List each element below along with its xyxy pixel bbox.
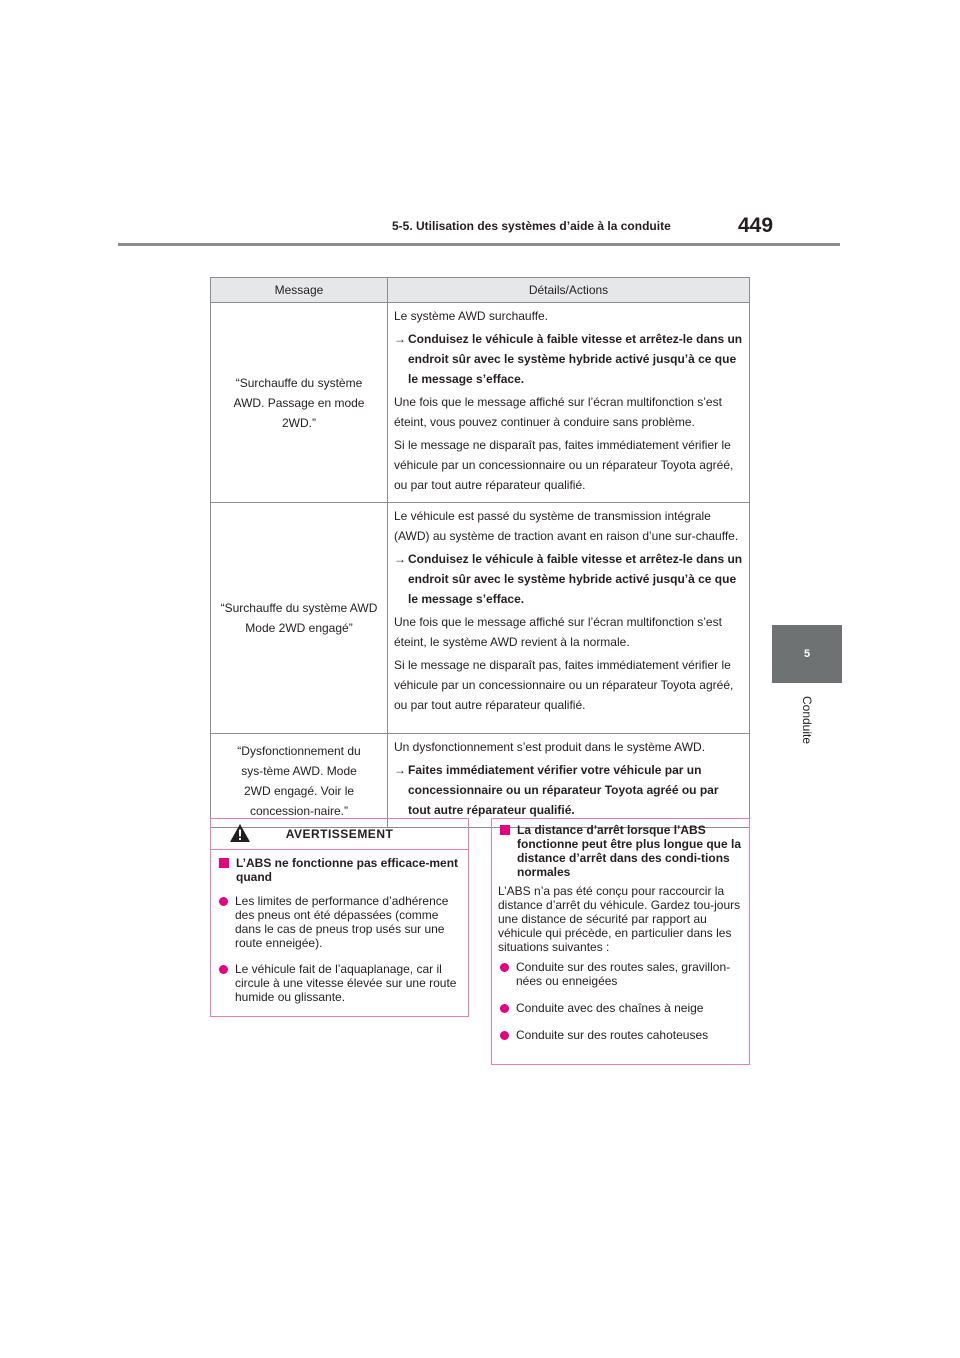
action-instruction bbox=[394, 760, 743, 820]
list-item bbox=[498, 1001, 743, 1015]
bullet-icon bbox=[500, 963, 509, 972]
bullet-icon bbox=[500, 1004, 509, 1013]
arrow-icon: → bbox=[394, 763, 406, 777]
list-item-text: Conduite sur des routes sales, gravillon-nées ou enneigées bbox=[516, 960, 731, 988]
abs-info-box bbox=[491, 818, 750, 1065]
abs-heading bbox=[498, 823, 743, 879]
page-number: 449 bbox=[738, 214, 774, 237]
table-row bbox=[211, 503, 750, 734]
message-cell: “Dysfonctionnement du sys-tème AWD. Mode 2WD engagé. Voir le concession-naire.” bbox=[211, 734, 388, 828]
warning-triangle-icon bbox=[229, 823, 251, 843]
details-text: Une fois que le message affiché sur l’écran multifonction s’est éteint, vous pouvez continuer à conduire sans problème. bbox=[394, 395, 722, 429]
details-cell bbox=[388, 503, 750, 734]
details-text: Si le message ne disparaît pas, faites immédiatement vérifier le véhicule par un concessionnaire ou un réparateur Toyota agréé, ou par tout autre réparateur qualifié. bbox=[394, 658, 734, 712]
details-text: Si le message ne disparaît pas, faites immédiatement vérifier le véhicule par un concessionnaire ou un réparateur Toyota agréé, ou par tout autre réparateur qualifié. bbox=[394, 438, 734, 492]
message-cell: “Surchauffe du système AWD. Passage en mode 2WD.” bbox=[211, 303, 388, 503]
details-cell bbox=[388, 303, 750, 503]
warning-header bbox=[211, 819, 468, 850]
arrow-icon: → bbox=[394, 332, 406, 346]
list-item-text: Conduite avec des chaînes à neige bbox=[516, 1001, 704, 1015]
details-cell bbox=[388, 734, 750, 828]
chapter-label: Conduite bbox=[800, 695, 814, 745]
list-item bbox=[498, 960, 743, 988]
warning-box bbox=[210, 818, 469, 1017]
table-row bbox=[211, 303, 750, 503]
action-text: Conduisez le véhicule à faible vitesse et arrêtez-le dans un endroit sûr avec le système hybride activé jusqu’à ce que le message s’efface. bbox=[408, 332, 743, 386]
abs-paragraph: L’ABS n’a pas été conçu pour raccourcir la distance d’arrêt du véhicule. Gardez tou-jours une distance de sécurité par rapport au véhicule qui précède, en particulier dans les situations suivantes : bbox=[498, 884, 741, 954]
bullet-icon bbox=[219, 897, 228, 906]
action-instruction bbox=[394, 549, 743, 609]
message-table bbox=[210, 277, 750, 828]
warning-heading bbox=[217, 856, 462, 884]
arrow-icon: → bbox=[394, 552, 406, 566]
abs-heading-text: La distance d’arrêt lorsque l’ABS fonctionne peut être plus longue que la distance d’arrêt dans des condi-tions normales bbox=[517, 823, 742, 879]
details-text: Le véhicule est passé du système de transmission intégrale (AWD) au système de traction avant en raison d’une sur-chauffe. bbox=[394, 509, 739, 543]
details-text: Le système AWD surchauffe. bbox=[394, 309, 549, 323]
list-item bbox=[498, 1028, 743, 1042]
list-item-text: Les limites de performance d’adhérence des pneus ont été dépassées (comme dans le cas de pneus trop usés sur une route enneigée). bbox=[235, 894, 449, 950]
action-instruction bbox=[394, 329, 743, 389]
list-item-text: Conduite sur des routes cahoteuses bbox=[516, 1028, 709, 1042]
action-text: Faites immédiatement vérifier votre véhicule par un concessionnaire ou un réparateur Toyota agréé ou par tout autre réparateur qualifié. bbox=[408, 763, 719, 817]
header-rule bbox=[118, 243, 840, 246]
message-cell: “Surchauffe du système AWD Mode 2WD engagé” bbox=[211, 503, 388, 734]
list-item bbox=[217, 962, 462, 1004]
bullet-icon bbox=[219, 965, 228, 974]
section-title: 5-5. Utilisation des systèmes d’aide à la conduite bbox=[392, 219, 671, 233]
warning-title: AVERTISSEMENT bbox=[285, 827, 394, 841]
square-bullet-icon bbox=[500, 825, 510, 835]
details-text: Une fois que le message affiché sur l’écran multifonction s’est éteint, le système AWD revient à la normale. bbox=[394, 615, 722, 649]
details-text: Un dysfonctionnement s’est produit dans le système AWD. bbox=[394, 740, 706, 754]
table-row bbox=[211, 734, 750, 828]
action-text: Conduisez le véhicule à faible vitesse et arrêtez-le dans un endroit sûr avec le système hybride activé jusqu’à ce que le message s’efface. bbox=[408, 552, 743, 606]
chapter-tab[interactable]: 5 bbox=[772, 625, 842, 683]
square-bullet-icon bbox=[219, 858, 229, 868]
bullet-icon bbox=[500, 1031, 509, 1040]
warning-heading-text: L’ABS ne fonctionne pas efficace-ment quand bbox=[236, 856, 459, 884]
column-header-message: Message bbox=[211, 278, 388, 303]
list-item bbox=[217, 894, 462, 950]
column-header-details: Détails/Actions bbox=[388, 278, 750, 303]
list-item-text: Le véhicule fait de l’aquaplanage, car il circule à une vitesse élevée sur une route humide ou glissante. bbox=[235, 962, 457, 1004]
